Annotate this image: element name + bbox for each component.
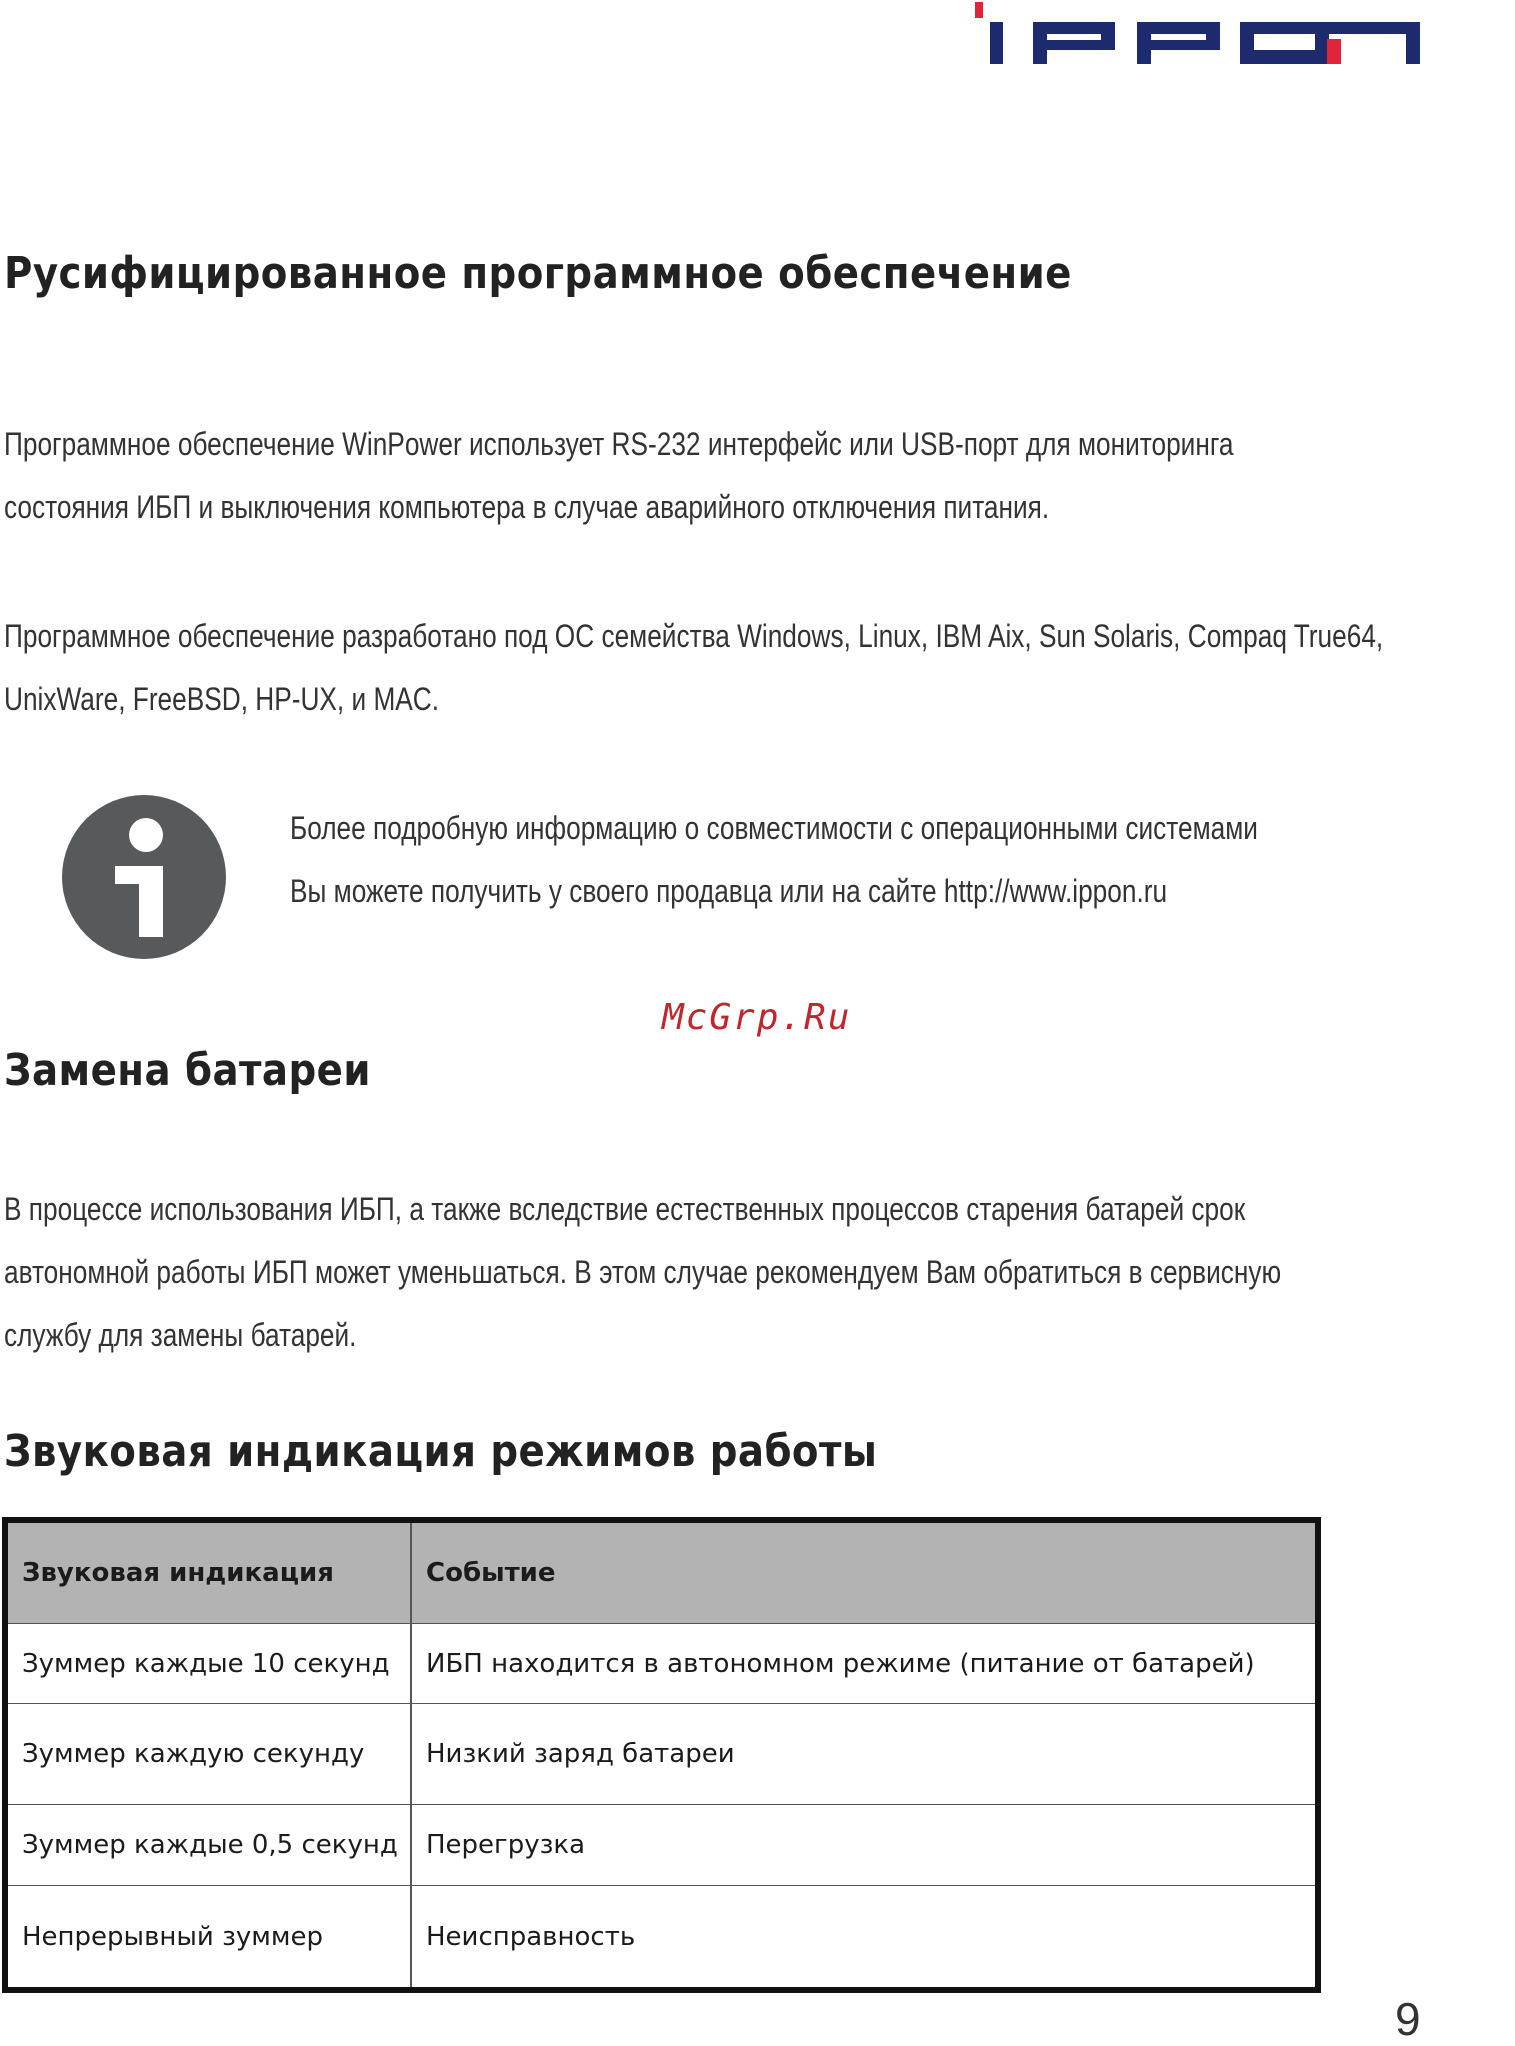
info-note — [290, 797, 1258, 923]
text-line: Более подробную информацию о совместимости с операционными системами — [290, 810, 1258, 846]
table-header-cell: Звуковая индикация — [8, 1523, 411, 1624]
info-icon — [60, 793, 228, 961]
ippon-logo — [975, 0, 1425, 75]
section-heading-sound: Звуковая индикация режимов работы — [4, 1426, 878, 1477]
table-cell: Зуммер каждые 0,5 секунд — [8, 1805, 411, 1886]
table-cell: Низкий заряд батареи — [411, 1704, 1315, 1805]
text-line: В процессе использования ИБП, а также вследствие естественных процессов старения батарей срок — [4, 1191, 1246, 1227]
table-cell: Перегрузка — [411, 1805, 1315, 1886]
table-header-row — [8, 1523, 1315, 1624]
table-row — [8, 1704, 1315, 1805]
watermark: McGrp.Ru — [662, 997, 852, 1038]
table-header-cell: Событие — [411, 1523, 1315, 1624]
sound-indication-table — [2, 1517, 1321, 1993]
text-line: автономной работы ИБП может уменьшаться. В этом случае рекомендуем Вам обратиться в сервисную — [4, 1254, 1282, 1290]
section-heading-battery: Замена батареи — [4, 1045, 371, 1096]
section-heading-software: Русифицированное программное обеспечение — [4, 248, 1072, 299]
table-cell: Зуммер каждую секунду — [8, 1704, 411, 1805]
table-row — [8, 1886, 1315, 1988]
battery-paragraph — [4, 1178, 1281, 1367]
page-number: 9 — [1395, 1993, 1421, 2045]
table-cell: Непрерывный зуммер — [8, 1886, 411, 1988]
software-paragraph-1 — [4, 413, 1233, 539]
table-row — [8, 1624, 1315, 1704]
text-line: Программное обеспечение WinPower использует RS-232 интерфейс или USB-порт для мониторинга — [4, 426, 1234, 462]
table-row — [8, 1805, 1315, 1886]
table-cell: Неисправность — [426, 1921, 636, 1952]
table-cell: ИБП находится в автономном режиме (питание от батарей) — [411, 1624, 1315, 1704]
text-line: Программное обеспечение разработано под ОС семейства Windows, Linux, IBM Aix, Sun Solaris, Compaq True64, — [4, 618, 1384, 654]
text-line: Вы можете получить у своего продавца или на сайте http://www.ippon.ru — [290, 873, 1168, 909]
table-cell: Зуммер каждые 10 секунд — [8, 1624, 411, 1704]
text-line: службу для замены батарей. — [4, 1317, 357, 1353]
text-line: UnixWare, FreeBSD, HP-UX, и MAC. — [4, 681, 440, 717]
software-paragraph-2 — [4, 605, 1383, 731]
text-line: состояния ИБП и выключения компьютера в случае аварийного отключения питания. — [4, 489, 1050, 525]
